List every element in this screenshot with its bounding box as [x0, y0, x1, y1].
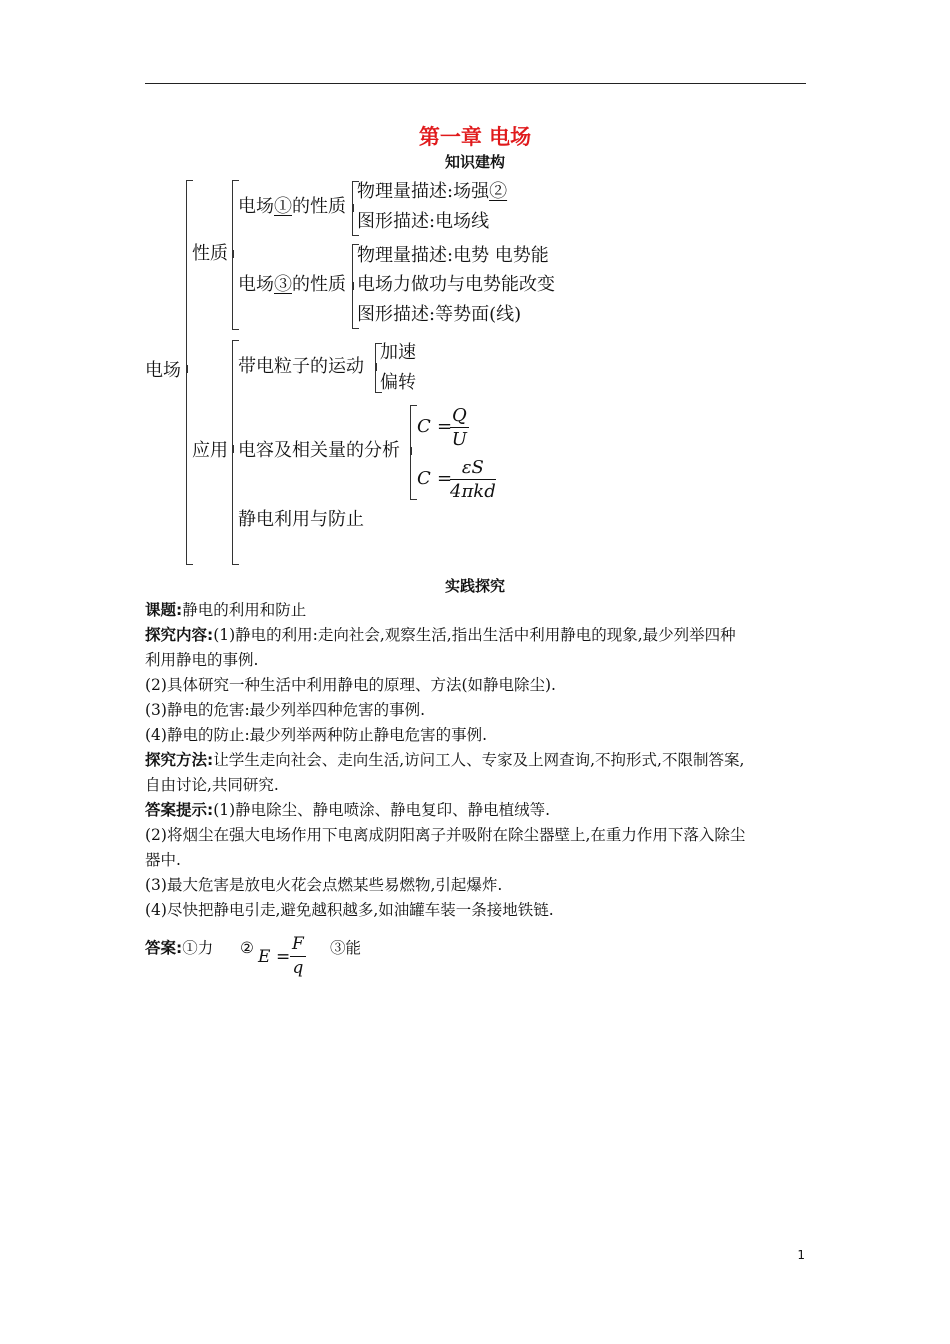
- blank-3: ③: [274, 274, 292, 295]
- capacitor-brace: [410, 405, 411, 500]
- formula1-numerator: Q: [452, 405, 467, 426]
- practice-hint-line-5: (4)尽快把静电引走,避免越积越多,如油罐车装一条接地铁链.: [145, 901, 554, 919]
- answer-2: ②: [240, 939, 254, 957]
- page-number: 1: [797, 1248, 805, 1262]
- practice-content-line-1: 探究内容:(1)静电的利用:走向社会,观察生活,指出生活中利用静电的现象,最少列举四种: [145, 626, 736, 644]
- practice-content-line-5: (4)静电的防止:最少列举两种防止静电危害的事例.: [145, 726, 488, 744]
- capacitor-label: 电容及相关量的分析: [238, 440, 400, 461]
- section-heading-practice: 实践探究: [444, 577, 505, 595]
- motion-item-accelerate: 加速: [380, 342, 416, 363]
- root-brace: [186, 180, 187, 565]
- answer-label: 答案:①力: [145, 939, 214, 957]
- blank-1: ①: [274, 196, 292, 217]
- energy-nature-label: 电场③的性质: [238, 274, 346, 295]
- formula2-equals: =: [437, 468, 453, 489]
- map-application-label: 应用: [192, 440, 228, 461]
- answer-formula-equals: =: [276, 947, 291, 967]
- map-property-label: 性质: [192, 243, 228, 264]
- practice-method-line-1: 探究方法:让学生走向社会、走向生活,访问工人、专家及上网查询,不拘形式,不限制答案,: [145, 751, 745, 769]
- formula2-lhs: C: [417, 468, 431, 489]
- formula1-fraction: [450, 404, 469, 451]
- force-brace: [352, 181, 353, 236]
- chapter-title: 第一章 电场: [418, 125, 532, 149]
- force-nature-label: 电场①的性质: [238, 196, 346, 217]
- practice-hint-line-2: (2)将烟尘在强大电场作用下电离成阴阳离子并吸附在除尘器壁上,在重力作用下落入除尘: [145, 826, 746, 844]
- answer-formula-numerator: F: [290, 933, 306, 957]
- practice-topic: 课题:静电的利用和防止: [145, 601, 307, 619]
- practice-hint-line-1: 答案提示:(1)静电除尘、静电喷涂、静电复印、静电植绒等.: [145, 801, 551, 819]
- application-brace: [232, 340, 233, 565]
- practice-hint-line-3: 器中.: [145, 851, 181, 869]
- formula1-denominator: U: [451, 429, 467, 450]
- practice-content-line-2: 利用静电的事例.: [145, 651, 259, 669]
- answer-formula-denominator: q: [292, 958, 304, 978]
- formula2-denominator: 4πkd: [450, 481, 496, 502]
- formula1-equals: =: [437, 416, 453, 437]
- practice-hint-line-4: (3)最大危害是放电火花会点燃某些易燃物,引起爆炸.: [145, 876, 503, 894]
- motion-brace: [375, 343, 376, 393]
- section-heading-knowledge: 知识建构: [444, 153, 505, 171]
- formula2-numerator: εS: [450, 456, 496, 480]
- practice-content-line-3: (2)具体研究一种生活中利用静电的原理、方法(如静电除尘).: [145, 676, 556, 694]
- practice-content-line-4: (3)静电的危害:最少列举四种危害的事例.: [145, 701, 426, 719]
- header-rule: [145, 83, 806, 84]
- property-brace: [232, 180, 233, 330]
- map-root-label: 电场: [145, 360, 181, 381]
- answer-1: ①力: [182, 939, 214, 957]
- formula2-fraction: [450, 456, 496, 503]
- blank-2: ②: [489, 181, 508, 202]
- practice-method-line-2: 自由讨论,共同研究.: [145, 776, 279, 794]
- answer-formula-lhs: E: [258, 947, 271, 967]
- answer-3: ③能: [330, 939, 362, 957]
- force-item-field-lines: 图形描述:电场线: [357, 211, 490, 232]
- motion-item-deflect: 偏转: [380, 372, 416, 393]
- formula1-lhs: C: [417, 416, 431, 437]
- energy-item-work: 电场力做功与电势能改变: [357, 274, 555, 295]
- particle-motion-label: 带电粒子的运动: [238, 356, 364, 377]
- force-item-field-strength: 物理量描述:场强②: [357, 181, 508, 202]
- answer-formula-fraction: [290, 933, 306, 980]
- energy-brace: [352, 244, 353, 329]
- energy-item-equipotential: 图形描述:等势面(线): [357, 304, 522, 325]
- electrostatic-use-label: 静电利用与防止: [238, 509, 364, 530]
- energy-item-potential: 物理量描述:电势 电势能: [357, 245, 549, 266]
